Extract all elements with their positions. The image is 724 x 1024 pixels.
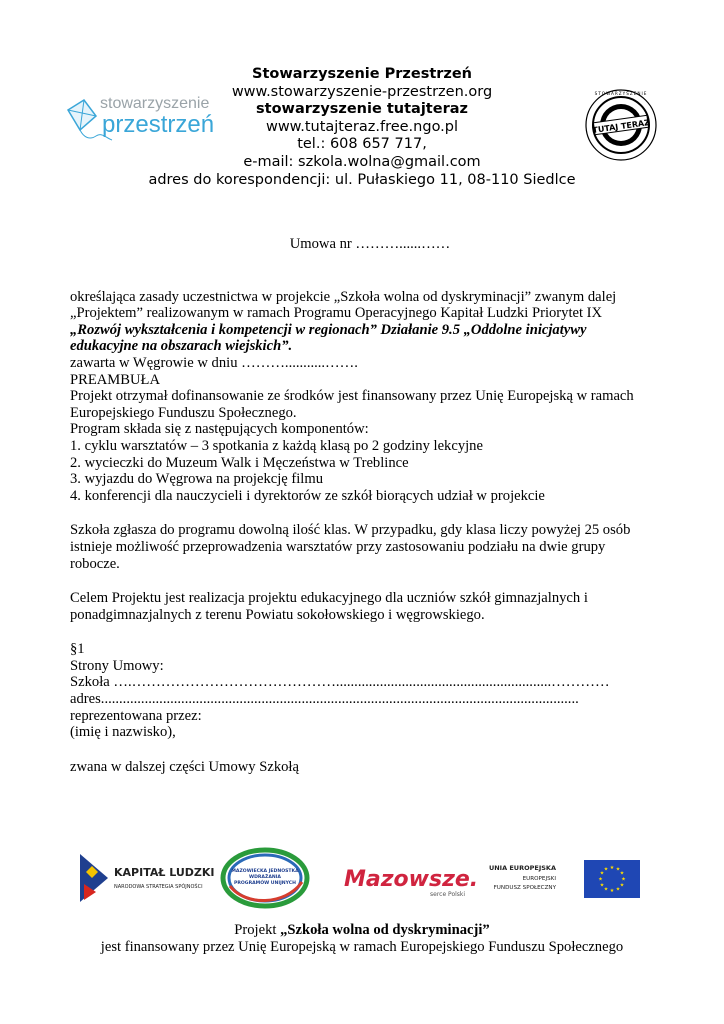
svg-text:★: ★ [621, 876, 626, 883]
mazowiecka-line: MAZOWIECKA JEDNOSTKA [231, 869, 299, 874]
component-item: 1. cyklu warsztatów – 3 spotkania z każdą klasą po 2 godziny lekcyjne [70, 437, 483, 454]
correspondence-address: adres do korespondencji: ul. Pułaskiego 11, 08-110 Siedlce [148, 171, 576, 188]
eu-logo [489, 860, 640, 898]
classes-line: istnieje możliwość przeprowadzenia warsztatów przy zastosowaniu podziału na dwie grupy [70, 538, 606, 555]
footer-project-title: „Szkoła wolna od dyskryminacji” [280, 922, 490, 938]
phone: tel.: 608 657 717, [297, 136, 427, 153]
eu-line: FUNDUSZ SPOŁECZNY [493, 885, 556, 891]
mazowiecka-line: WDRAŻANIA [249, 875, 281, 880]
svg-text:★: ★ [603, 886, 609, 893]
eu-line: UNIA EUROPEJSKA [488, 864, 556, 872]
parties-heading: Strony Umowy: [70, 657, 164, 674]
mazowiecka-jednostka-logo [223, 850, 307, 906]
svg-text:★: ★ [619, 882, 625, 889]
mazowiecka-line: PROGRAMÓW UNIJNYCH [233, 881, 297, 886]
org2-url[interactable]: www.tutajteraz.free.ngo.pl [265, 118, 459, 135]
contract-body [70, 236, 670, 775]
classes-line: Szkoła zgłasza do programu dowolną ilość klas. W przypadku, gdy klasa liczy powyżej 25 osób [70, 522, 631, 539]
intro-line: „Projektem” realizowanym w ramach Programu Operacyjnego Kapitał Ludzki Priorytet IX [70, 305, 603, 322]
contract-title: Umowa nr ………......…… [289, 236, 451, 252]
svg-text:★: ★ [603, 866, 609, 873]
svg-text:★: ★ [609, 865, 615, 871]
preamble-heading: PREAMBUŁA [70, 371, 161, 388]
component-item: 3. wyjazdu do Węgrowa na projekcję filmu [70, 471, 324, 488]
letterhead [110, 66, 614, 189]
svg-text:★: ★ [599, 882, 605, 889]
funding-logos [70, 846, 650, 910]
tutajteraz-logo-text: TUTAJ TERAZ [591, 118, 651, 135]
goal-line: Celem Projektu jest realizacja projektu edukacyjnego dla uczniów szkół gimnazjalnych i [70, 590, 588, 607]
mazowsze-logo [344, 867, 478, 898]
kapital-ludzki-title: KAPITAŁ LUDZKI [114, 866, 215, 879]
org1-url[interactable]: www.stowarzyszenie-przestrzen.org [231, 83, 493, 100]
footer-funding: jest finansowany przez Unię Europejską w ramach Europejskiego Funduszu Społecznego [100, 939, 624, 955]
org1-name: Stowarzyszenie Przestrzeń [252, 66, 472, 82]
components-intro: Program składa się z następujących komponentów: [70, 421, 369, 438]
org2-name: stowarzyszenie tutajteraz [256, 101, 468, 118]
svg-text:★: ★ [615, 866, 621, 873]
intro-line: edukacyjne na obszarach wiejskich”. [70, 338, 293, 355]
intro-line: „Rozwój wykształcenia i kompetencji w regionach” Działanie 9.5 „Oddolne inicjatywy [70, 321, 587, 338]
mazowsze-sub: serce Polski [430, 891, 466, 898]
name-field: (imię i nazwisko), [70, 724, 176, 741]
tutajteraz-logo-ring-text: STOWARZYSZENIE [594, 91, 648, 96]
svg-text:★: ★ [619, 870, 625, 877]
svg-text:★: ★ [615, 886, 621, 893]
preamble-line: Europejskiego Funduszu Społecznego. [70, 404, 297, 421]
component-item: 2. wycieczki do Muzeum Walk i Męczeństwa w Treblince [70, 454, 409, 471]
address-field[interactable]: adres................................................................................................................................... [70, 691, 579, 708]
svg-text:★: ★ [599, 870, 605, 877]
preamble-line: Projekt otrzymał dofinansowanie ze środków jest finansowany przez Unię Europejską w ramach [70, 388, 634, 405]
goal-line: ponadgimnazjalnych z terenu Powiatu sokołowskiego i węgrowskiego. [70, 606, 485, 623]
przestrzen-logo-line2: przestrzeń [102, 111, 215, 138]
przestrzen-logo-line1: stowarzyszenie [100, 95, 210, 112]
school-field[interactable]: Szkoła ….……………………………………...........................................................………… [70, 674, 610, 691]
svg-text:★: ★ [598, 876, 603, 883]
represented-by: reprezentowana przez: [70, 707, 202, 724]
project-footer [0, 922, 724, 956]
intro-line: określająca zasady uczestnictwa w projekcie „Szkoła wolna od dyskryminacji” zwanym dalej [70, 288, 617, 305]
mazowsze-title: Mazowsze. [344, 867, 479, 892]
kapital-ludzki-logo [80, 854, 215, 902]
classes-line: robocze. [70, 555, 120, 572]
eu-line: EUROPEJSKI [522, 876, 556, 882]
email[interactable]: e-mail: szkola.wolna@gmail.com [243, 153, 481, 170]
signed-at: zawarta w Węgrowie w dniu ………...........……. [70, 354, 358, 371]
hereinafter: zwana w dalszej części Umowy Szkołą [70, 758, 299, 775]
svg-text:★: ★ [609, 888, 615, 894]
kapital-ludzki-sub: NARODOWA STRATEGIA SPÓJNOŚCI [114, 884, 203, 890]
footer-prefix: Projekt [234, 922, 281, 938]
section-number: §1 [70, 641, 85, 658]
component-item: 4. konferencji dla nauczycieli i dyrektorów ze szkół biorących udział w projekcie [70, 487, 545, 504]
